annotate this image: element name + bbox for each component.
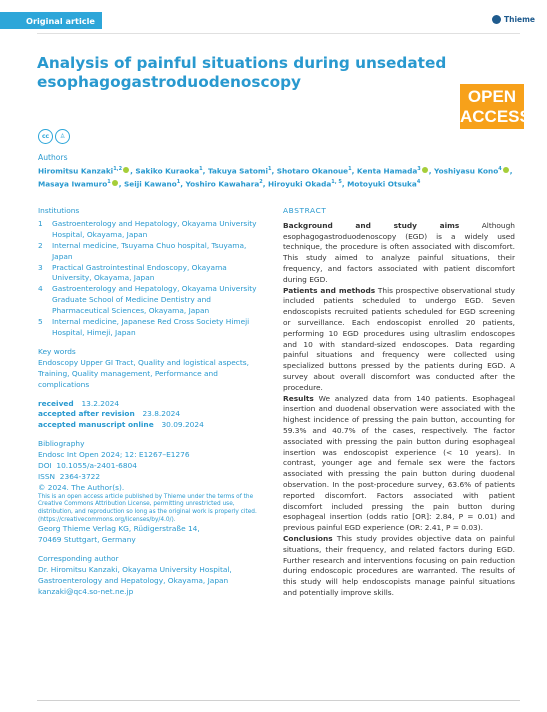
author-name[interactable]: Hiromitsu Kanzaki [38, 166, 114, 176]
author-name[interactable]: Kenta Hamada [356, 166, 418, 176]
author-name[interactable]: Hiroyuki Okada [268, 179, 332, 189]
institution-item [38, 317, 264, 339]
keywords-section [38, 347, 264, 391]
institution-text: Gastroenterology and Hepatology, Okayama University Graduate School of Medicine Dentistry and Pharmaceutical Sciences, Okayama, Japan [52, 284, 257, 316]
author-affiliation: 1, 5 [331, 178, 342, 185]
institution-item [38, 219, 264, 241]
abstract-results-text: We analyzed data from 140 patients. Esophageal insertion and duodenal observation were associated with the highest incidence of pressing the pain button, accounting for 59.3% and 40.7% of the cases, respectively. The factor associated with pressing the pain button during esophageal insertion was endoscopist experience (< 10 years). In contrast, younger age and female sex were the factors associated with pressing the pain button during duodenal observation. In the post-procedure survey, 63.6% of patients reported discomfort. Factors associated with patient discomfort included pressing the pain button during esophageal insertion (odds ratio [OR]: 2.84, P = 0.01) and previous painful EGD experience (OR: 2.41, P = 0.03). [283, 393, 515, 533]
abstract-column [283, 206, 515, 599]
publisher-logo[interactable] [492, 15, 535, 24]
institution-number: 1 [38, 218, 43, 228]
article-type-badge: Original article [0, 12, 102, 29]
left-column [38, 206, 264, 606]
author-list: Hiromitsu Kanzaki$^{1,2}$ , Sakiko Kuraoka$^1$, Takuya Satomi$^1$, Shotaro Okanoue$^1$, Kenta Hamada$^3$ , Yoshiyasu Kono$^4$ , Masaya Iwamuro$^1$ , Seiji Kawano$^1$, Yoshiro Kawahara$^2$, Hiroyuki Okada$^{1, 5}$, Motoyuki Otsuka$^4$ [38, 166, 513, 189]
author-affiliation: 1 [199, 166, 203, 172]
authors-label: Authors [38, 153, 68, 162]
issn-value: 2364-3722 [59, 471, 101, 481]
corresponding-section [38, 554, 264, 598]
author-affiliation: 1 [107, 178, 111, 185]
institution-item [38, 284, 264, 317]
footer-rule [37, 700, 520, 701]
abstract-results [283, 394, 515, 534]
online-value: 30.09.2024 [161, 420, 204, 430]
author-affiliation: 4 [498, 166, 502, 172]
revision-date [38, 409, 264, 420]
abstract-results-heading: Results [283, 393, 314, 403]
corresponding-label: Corresponding author [38, 553, 119, 563]
institution-number: 2 [38, 240, 43, 250]
cc-icon[interactable]: cc [38, 129, 53, 144]
institutions-label: Institutions [38, 206, 80, 215]
issn-line [38, 472, 264, 483]
author-affiliation: 1 [267, 166, 272, 172]
author-affiliation: 3 [417, 166, 421, 172]
abstract-methods [283, 286, 515, 394]
open-access-line2: ACCESS [460, 107, 531, 126]
article-title: Analysis of painful situations during unsedated esophagogastroduodenoscopy [37, 54, 447, 91]
bibliography-section [38, 439, 264, 546]
abstract-methods-text: This prospective observational study included patients scheduled to undergo EGD. Seven endoscopists recruited patients scheduled for EGD screening or surveillance. Each endoscopist enrolled 20 patients, performing 10 EGD procedures using ultraslim endoscopes and 10 with standard-sized endoscopes. Data regarding painful situations and frequency were collected using specialized buttons pressed by the patients during EGD. A survey about overall discomfort was conducted after the procedure. [283, 285, 515, 392]
institution-number: 4 [38, 284, 43, 294]
institution-item [38, 241, 264, 263]
author-name[interactable]: Masaya Iwamuro [38, 179, 108, 189]
orcid-icon[interactable] [503, 167, 509, 173]
orcid-icon[interactable] [123, 167, 129, 173]
received-label: received [38, 398, 74, 408]
by-icon[interactable]: ♙ [55, 129, 70, 144]
author-affiliation: 4 [416, 178, 421, 185]
journal-citation: Endosc Int Open 2024; 12: E1267–E1276 [38, 450, 190, 460]
revision-label: accepted after revision [38, 409, 135, 419]
author-name[interactable]: Yoshiyasu Kono [434, 166, 499, 176]
abstract-background [283, 221, 515, 286]
abstract-conclusions-heading: Conclusions [283, 533, 333, 543]
corresponding-email[interactable]: kanzaki@qc4.so-net.ne.jp [38, 586, 134, 596]
header-bar [0, 0, 547, 33]
open-access-line1: OPEN [467, 87, 517, 106]
orcid-icon[interactable] [112, 180, 118, 186]
author-affiliation: 2 [259, 178, 263, 185]
received-value: 13.2.2024 [81, 398, 120, 408]
institutions-section [38, 206, 264, 339]
author-affiliation: 1 [176, 178, 181, 185]
header-rule [37, 33, 520, 34]
online-date [38, 420, 264, 431]
dates-section [38, 399, 264, 432]
orcid-icon[interactable] [422, 167, 428, 173]
author-affiliation: 1,2 [113, 166, 123, 172]
publisher-address-1: Georg Thieme Verlag KG, Rüdigerstraße 14, [38, 524, 200, 534]
license-text: This is an open access article published by Thieme under the terms of the Creative Commons Attribution License, permitting unrestricted use, distribution, and reproduction so long as the original work is properly cited. (https://creativecommons.org/licenses/by/4.0/). [38, 493, 257, 523]
revision-value: 23.8.2024 [142, 409, 181, 419]
abstract-methods-heading: Patients and methods [283, 285, 376, 295]
license-icons[interactable] [38, 129, 70, 144]
abstract-label: ABSTRACT [283, 206, 327, 215]
institution-text: Gastroenterology and Hepatology, Okayama University Hospital, Okayama, Japan [52, 218, 257, 239]
received-date [38, 399, 264, 410]
issn-label: ISSN [38, 471, 56, 481]
author-name[interactable]: Sakiko Kuraoka [135, 166, 200, 176]
doi-link[interactable]: 10.1055/a-2401-6804 [56, 461, 137, 471]
institution-item [38, 263, 264, 285]
author-affiliation: 1 [348, 166, 352, 172]
corresponding-line-1: Dr. Hiromitsu Kanzaki, Okayama University Hospital, [38, 564, 232, 574]
author-name[interactable]: Yoshiro Kawahara [185, 179, 260, 189]
online-label: accepted manuscript online [38, 420, 154, 430]
author-name[interactable]: Shotaro Okanoue [276, 166, 349, 176]
doi-label: DOI [38, 461, 52, 471]
author-name[interactable]: Motoyuki Otsuka [347, 179, 417, 189]
doi-line [38, 461, 264, 472]
copyright-line: © 2024. The Author(s). [38, 482, 125, 492]
publisher-address-2: 70469 Stuttgart, Germany [38, 535, 136, 545]
thieme-logo-icon [492, 15, 501, 24]
corresponding-line-2: Gastroenterology and Hepatology, Okayama, Japan [38, 575, 229, 585]
abstract-conclusions-text: This study provides objective data on painful situations, their frequency, and related factors during EGD. Further research and interventions focusing on pain reduction during endoscopic procedures are warranted. The results of this study will help endoscopists manage painful situations and potentially improve skills. [283, 533, 515, 597]
abstract-background-text: Although esophagogastroduodenoscopy (EGD) is a widely used technique, the procedure is often associated with discomfort. This study aimed to analyze painful situations, their frequency, and factors associated with patient discomfort during EGD. [283, 220, 515, 284]
institution-number: 5 [38, 317, 43, 327]
abstract-background-heading: Background and study aims [283, 220, 460, 230]
author-name[interactable]: Seiji Kawano [124, 179, 177, 189]
institution-list [38, 219, 264, 339]
open-access-badge [460, 84, 531, 129]
institution-text: Internal medicine, Tsuyama Chuo hospital, Tsuyama, Japan [52, 240, 247, 261]
bibliography-label: Bibliography [38, 439, 85, 449]
keywords-label: Key words [38, 346, 76, 356]
keywords-text: Endoscopy Upper GI Tract, Quality and logistical aspects, Training, Quality management, Performance and complications [38, 357, 249, 389]
abstract-conclusions [283, 534, 515, 599]
institution-number: 3 [38, 262, 43, 272]
author-name[interactable]: Takuya Satomi [207, 166, 268, 176]
publisher-name: Thieme [503, 15, 535, 24]
institution-text: Practical Gastrointestinal Endoscopy, Okayama University, Okayama, Japan [52, 262, 227, 283]
institution-text: Internal medicine, Japanese Red Cross Society Himeji Hospital, Himeji, Japan [52, 317, 250, 337]
